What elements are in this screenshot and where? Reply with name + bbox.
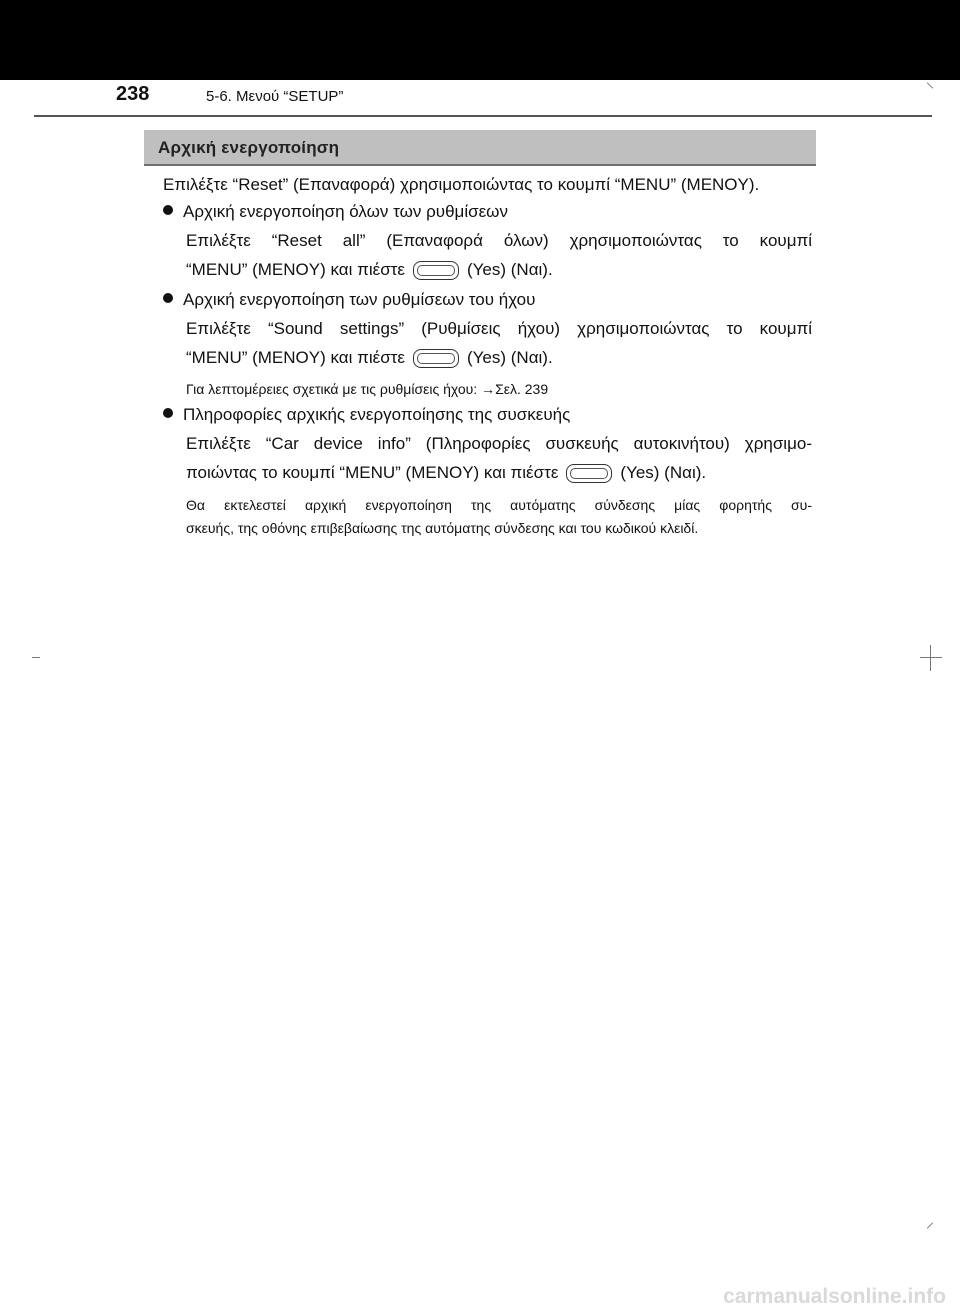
top-black-band xyxy=(0,0,960,80)
section-title: Αρχική ενεργοποίηση xyxy=(158,138,340,157)
bullet-dot-icon xyxy=(163,408,173,418)
bullet-item-device-info xyxy=(163,405,570,425)
section-header-box xyxy=(144,130,816,166)
steering-wheel-button-icon xyxy=(413,261,459,280)
line2-pre: “MENU” (MENOY) και πιέστε xyxy=(186,348,405,367)
item-device-line1: Επιλέξτε “Car device info” (Πληροφορίες συσκευής αυτοκινήτου) χρησιμο- xyxy=(186,434,812,453)
bullet-dot-icon xyxy=(163,293,173,303)
bullet-item-reset-all xyxy=(163,202,508,222)
sound-note: Για λεπτομέρειες σχετικά με τις ρυθμίσεις ήχου: →Σελ. 239 xyxy=(186,381,549,397)
bullet-title: Αρχική ενεργοποίηση των ρυθμίσεων του ήχου xyxy=(183,290,536,309)
device-note-line1: Θα εκτελεστεί αρχική ενεργοποίηση της αυτόματης σύνδεσης μίας φορητής συ- xyxy=(186,497,812,513)
crop-mark-right-mid-h xyxy=(920,657,942,658)
section-label: 5-6. Μενού “SETUP” xyxy=(206,88,344,105)
bullet-title: Πληροφορίες αρχικής ενεργοποίησης της συσκευής xyxy=(183,405,571,424)
crop-mark-right-mid-v xyxy=(930,645,931,671)
item-reset-all-line1: Επιλέξτε “Reset all” (Επαναφορά όλων) χρησιμοποιώντας το κουμπί xyxy=(186,231,812,250)
item-device-line2 xyxy=(186,463,812,483)
line2-post: (Yes) (Ναι). xyxy=(466,348,553,367)
steering-wheel-button-icon xyxy=(413,349,459,368)
item-sound-line2 xyxy=(186,348,812,368)
header-rule xyxy=(34,115,932,117)
page-number: 238 xyxy=(116,83,150,105)
footer-watermark: carmanualsonline.info xyxy=(723,1285,946,1308)
crop-mark-top-right xyxy=(927,82,933,88)
item-sound-line1: Επιλέξτε “Sound settings” (Ρυθμίσεις ήχου) χρησιμοποιώντας το κουμπί xyxy=(186,319,812,338)
crop-mark-bottom-right xyxy=(927,1222,933,1228)
crop-mark-left-mid xyxy=(32,657,40,658)
device-note-line2: σκευής, της οθόνης επιβεβαίωσης της αυτόματης σύνδεσης και του κωδικού κλειδί. xyxy=(186,520,699,536)
bullet-dot-icon xyxy=(163,205,173,215)
bullet-item-sound-settings xyxy=(163,290,535,310)
item-reset-all-line2 xyxy=(186,260,812,280)
intro-text: Επιλέξτε “Reset” (Επαναφορά) χρησιμοποιώντας το κουμπί “MENU” (MENOY). xyxy=(163,175,760,194)
steering-wheel-button-icon xyxy=(566,464,612,483)
line2-post: (Yes) (Ναι). xyxy=(466,260,553,279)
line2-pre: “MENU” (MENOY) και πιέστε xyxy=(186,260,405,279)
bullet-title: Αρχική ενεργοποίηση όλων των ρυθμίσεων xyxy=(183,202,508,221)
line2-post: (Yes) (Ναι). xyxy=(620,463,707,482)
line2-pre: ποιώντας το κουμπί “MENU” (MENOY) και πιέστε xyxy=(186,463,559,482)
